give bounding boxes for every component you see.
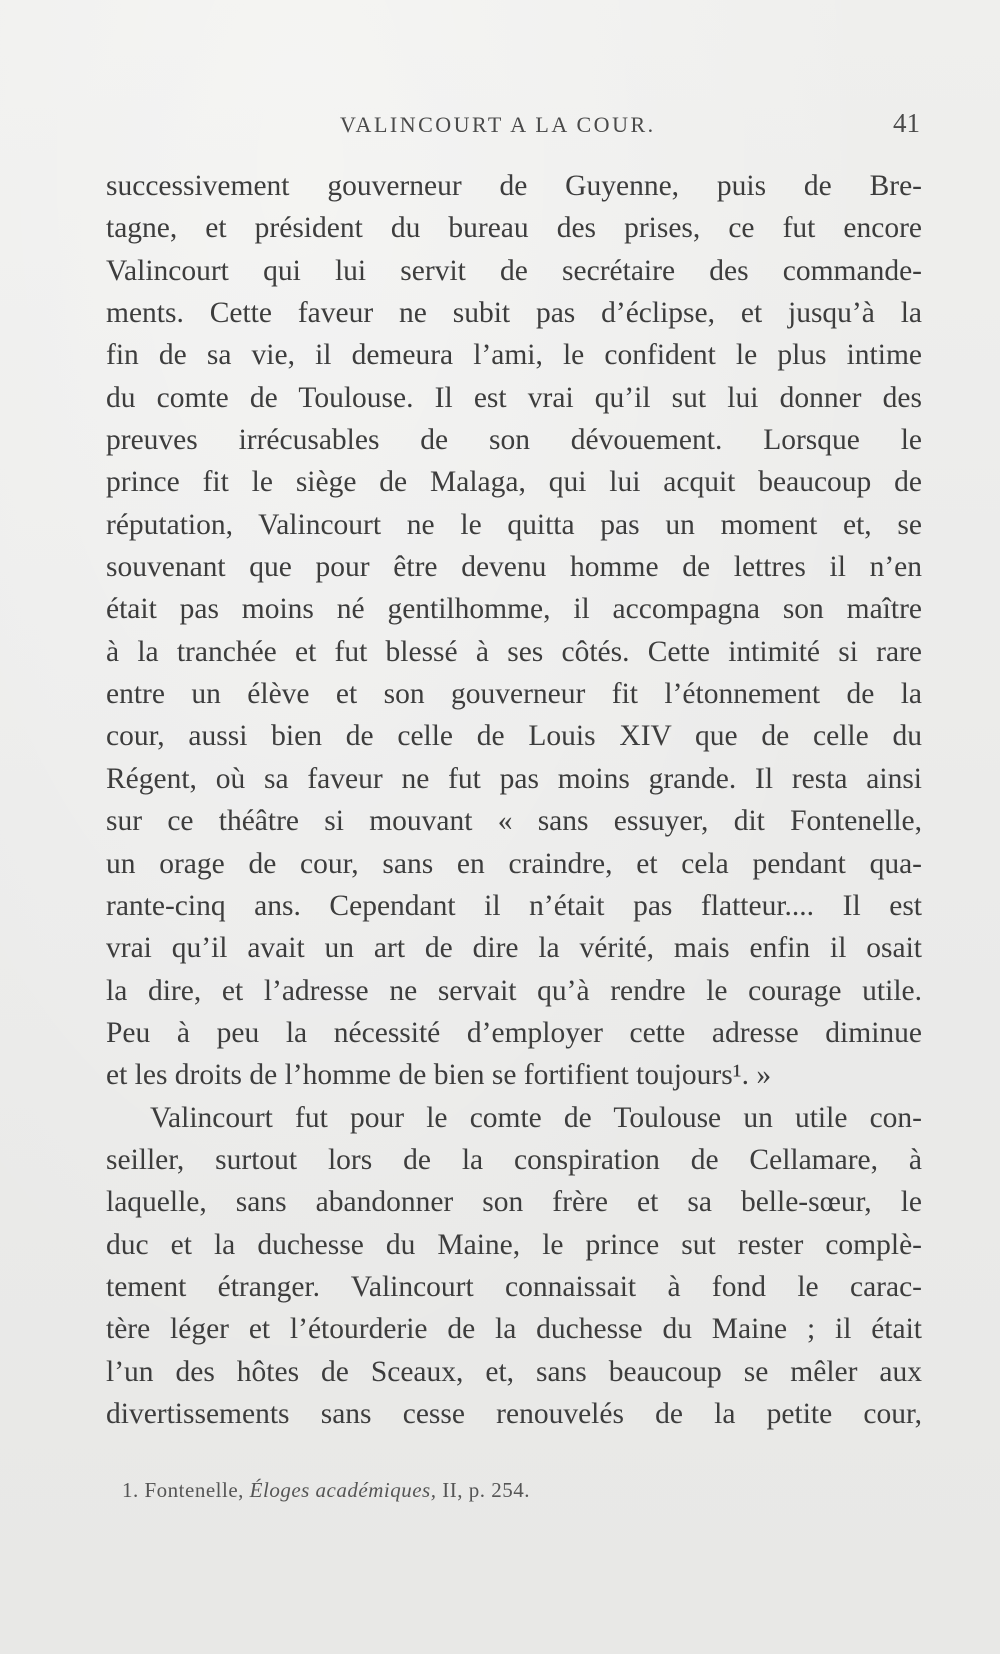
page-number: 41 <box>893 108 920 138</box>
footnote-number: 1. <box>122 1478 139 1502</box>
text-line: entre un élève et son gouverneur fit l’étonnement de la <box>106 678 922 711</box>
text-line: laquelle, sans abandonner son frère et sa belle-sœur, le <box>106 1186 922 1219</box>
running-title: VALINCOURT A LA COUR. <box>340 112 656 137</box>
text-line: souvenant que pour être devenu homme de lettres il n’en <box>106 551 922 584</box>
body-text <box>106 165 922 1435</box>
text-line: réputation, Valincourt ne le quitta pas un moment et, se <box>106 508 922 541</box>
text-line: duc et la duchesse du Maine, le prince sut rester complè- <box>106 1228 922 1261</box>
text-line: Valincourt fut pour le comte de Toulouse un utile con- <box>150 1101 922 1134</box>
text-line: cour, aussi bien de celle de Louis XIV que de celle du <box>106 720 922 753</box>
text-line: Valincourt qui lui servit de secrétaire des commande- <box>106 254 922 287</box>
footnote-ref: II, p. 254. <box>442 1478 530 1502</box>
text-line: Régent, où sa faveur ne fut pas moins grande. Il resta ainsi <box>106 762 922 795</box>
text-line: prince fit le siège de Malaga, qui lui acquit beaucoup de <box>106 466 922 499</box>
footnote-author: Fontenelle, <box>144 1478 244 1502</box>
text-line: tagne, et président du bureau des prises, ce fut encore <box>106 212 922 245</box>
text-line: vrai qu’il avait un art de dire la vérité, mais enfin il osait <box>106 932 922 965</box>
text-line: l’un des hôtes de Sceaux, et, sans beaucoup se mêler aux <box>106 1355 922 1388</box>
text-line: fin de sa vie, il demeura l’ami, le confident le plus intime <box>106 339 922 372</box>
text-line: Peu à peu la nécessité d’employer cette adresse diminue <box>106 1016 922 1049</box>
text-line: tère léger et l’étourderie de la duchesse du Maine ; il était <box>106 1313 922 1346</box>
text-line: rante-cinq ans. Cependant il n’était pas flatteur.... Il est <box>106 889 922 922</box>
text-line: du comte de Toulouse. Il est vrai qu’il sut lui donner des <box>106 381 922 414</box>
text-line: seiller, surtout lors de la conspiration de Cellamare, à <box>106 1143 922 1176</box>
text-line: la dire, et l’adresse ne servait qu’à rendre le courage utile. <box>106 974 922 1007</box>
text-line: successivement gouverneur de Guyenne, puis de Bre- <box>106 170 922 202</box>
text-line: tement étranger. Valincourt connaissait à fond le carac- <box>106 1270 922 1303</box>
text-line: était pas moins né gentilhomme, il accompagna son maître <box>106 593 922 626</box>
footnote-title: Éloges académiques, <box>249 1478 437 1502</box>
text-line: sur ce théâtre si mouvant « sans essuyer, dit Fontenelle, <box>106 805 922 838</box>
footnote <box>122 1478 530 1503</box>
text-line: divertissements sans cesse renouvelés de la petite cour, <box>106 1397 922 1430</box>
text-line: à la tranchée et fut blessé à ses côtés. Cette intimité si rare <box>106 635 922 668</box>
text-line: et les droits de l’homme de bien se fortifient toujours¹. » <box>106 1059 772 1092</box>
page-header <box>108 108 920 146</box>
text-line: un orage de cour, sans en craindre, et cela pendant qua- <box>106 847 922 880</box>
text-line: preuves irrécusables de son dévouement. Lorsque le <box>106 424 922 457</box>
text-line: ments. Cette faveur ne subit pas d’éclipse, et jusqu’à la <box>106 297 922 330</box>
